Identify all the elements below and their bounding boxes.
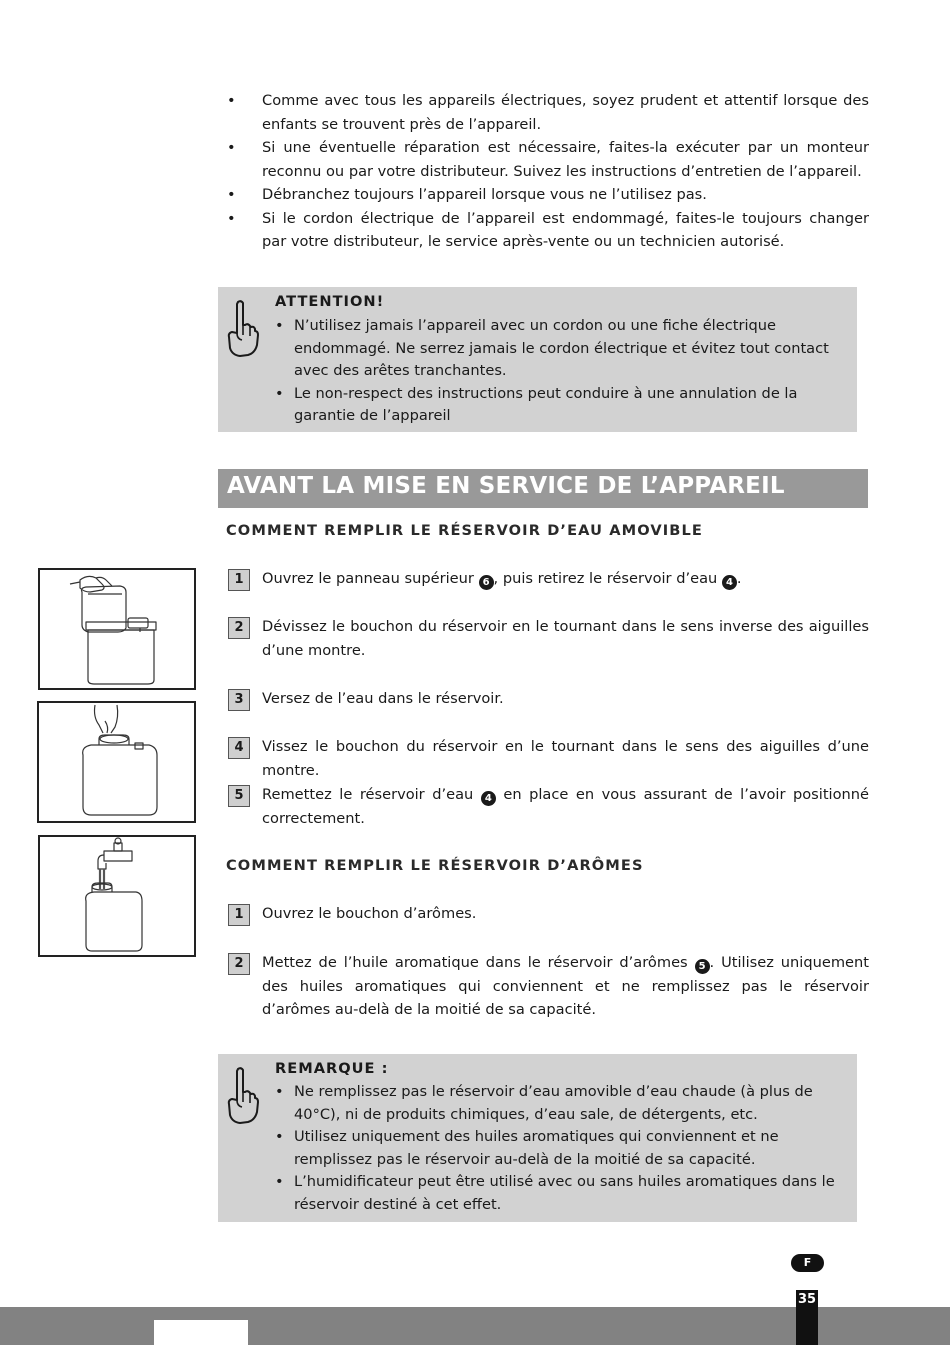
section-title: AVANT LA MISE EN SERVICE DE L’APPAREIL (227, 473, 785, 499)
bullet-dot: • (275, 317, 284, 334)
remarque-box (218, 1054, 857, 1222)
remarque-item-text: L’humidificateur peut être utilisé avec ou sans huiles aromatiques dans le réservoir destiné à cet effet. (294, 1173, 835, 1213)
bullet-dot: • (227, 92, 236, 109)
step-text-part: Ouvrez le panneau supérieur (262, 570, 479, 587)
step-number: 4 (228, 737, 250, 759)
bullet-dot: • (227, 209, 236, 227)
bullet-dot: • (275, 1083, 284, 1100)
pointing-hand-icon (224, 299, 260, 359)
step-text-part: en place en vous assurant de l’avoir positionné correctement. (262, 786, 869, 827)
step-text-part: . (736, 570, 742, 587)
attention-list (275, 315, 845, 428)
language-badge: F (791, 1254, 824, 1272)
attention-item-text: N’utilisez jamais l’appareil avec un cordon ou une fiche électrique endommagé. Ne serrez jamais le cordon électrique et évitez tout contact avec des arêtes tranchantes. (294, 317, 829, 379)
bullet-text: Comme avec tous les appareils électriques, soyez prudent et attentif lorsque des enfants se trouvent près de l’appareil. (262, 92, 869, 133)
step-text-part: , puis retirez le réservoir d’eau (493, 570, 722, 587)
bullet-dot: • (227, 186, 236, 203)
step-text (262, 567, 869, 591)
attention-box (218, 287, 857, 432)
water-tank-illustration (39, 703, 194, 821)
humidifier-tank-illustration (40, 570, 194, 688)
pointing-hand-icon (224, 1066, 260, 1126)
tap-filling-illustration (40, 837, 194, 955)
illustration-remove-tank (38, 568, 196, 690)
remarque-item-text: Ne remplissez pas le réservoir d’eau amovible d’eau chaude (à plus de 40°C), ni de produits chimiques, d’eau sale, de détergents, etc. (294, 1083, 813, 1123)
step-number: 5 (228, 785, 250, 807)
bullet-dot: • (227, 139, 236, 156)
remarque-item (275, 1126, 845, 1171)
illustration-fill-tank (37, 701, 196, 823)
part-marker: 5 (695, 959, 710, 974)
bullet-dot: • (275, 1128, 284, 1145)
water-tank-heading: COMMENT REMPLIR LE RÉSERVOIR D’EAU AMOVIBLE (226, 522, 703, 539)
remarque-list (275, 1081, 845, 1216)
illustration-tap-fill (38, 835, 196, 957)
step-text (262, 783, 869, 830)
step-number: 1 (228, 569, 250, 591)
step-number: 1 (228, 904, 250, 926)
attention-title: ATTENTION! (275, 293, 385, 310)
section-banner (218, 469, 868, 508)
bullet-text: Si le cordon électrique de l’appareil est endommagé, faites-le toujours changer par votre distributeur, le service après-vente ou un technicien autorisé. (262, 209, 869, 250)
step-text-part: Remettez le réservoir d’eau (262, 786, 481, 803)
bullet-dot: • (275, 384, 284, 402)
remarque-title: REMARQUE : (275, 1060, 389, 1077)
bullet-text: Si une éventuelle réparation est nécessaire, faites-la exécuter par un monteur reconnu ou par votre distributeur. Suivez les instructions d’entretien de l’appareil. (262, 139, 869, 180)
aroma-tank-heading: COMMENT REMPLIR LE RÉSERVOIR D’ARÔMES (226, 857, 644, 874)
step-number: 2 (228, 953, 250, 975)
step-number: 2 (228, 617, 250, 639)
footer-white-block (154, 1320, 248, 1345)
step-number: 3 (228, 689, 250, 711)
bullet-text: Débranchez toujours l’appareil lorsque vous ne l’utilisez pas. (262, 186, 707, 203)
part-marker: 4 (481, 791, 496, 806)
step-text (262, 951, 869, 1022)
remarque-item (275, 1171, 845, 1216)
bullet-item (227, 207, 869, 254)
bullet-item (227, 136, 869, 183)
top-bullet-list (227, 89, 869, 254)
step-text: Versez de l’eau dans le réservoir. (262, 690, 504, 707)
step-text: Ouvrez le bouchon d’arômes. (262, 905, 477, 922)
step-text: Vissez le bouchon du réservoir en le tournant dans le sens des aiguilles d’une montre. (262, 738, 869, 779)
bullet-dot: • (275, 1173, 284, 1190)
step-text-part: . Utilisez uniquement des huiles aromatiques qui conviennent et ne remplissez pas le réservoir d’arômes au-delà de la moitié de sa capacité. (262, 954, 870, 1018)
step-text-part: Mettez de l’huile aromatique dans le réservoir d’arômes (262, 954, 695, 971)
attention-item (275, 315, 845, 383)
part-marker: 4 (722, 575, 737, 590)
remarque-item-text: Utilisez uniquement des huiles aromatiques qui conviennent et ne remplissez pas le réservoir au-delà de la moitié de sa capacité. (294, 1128, 779, 1168)
remarque-item (275, 1081, 845, 1126)
attention-item (275, 383, 845, 428)
page-number: 35 (797, 1292, 817, 1307)
attention-item-text: Le non-respect des instructions peut conduire à une annulation de la garantie de l’appareil (294, 384, 798, 424)
part-marker: 6 (479, 575, 494, 590)
step-text: Dévissez le bouchon du réservoir en le tournant dans le sens inverse des aiguilles d’une montre. (262, 618, 869, 659)
bullet-item (227, 89, 869, 136)
bullet-item (227, 183, 869, 207)
